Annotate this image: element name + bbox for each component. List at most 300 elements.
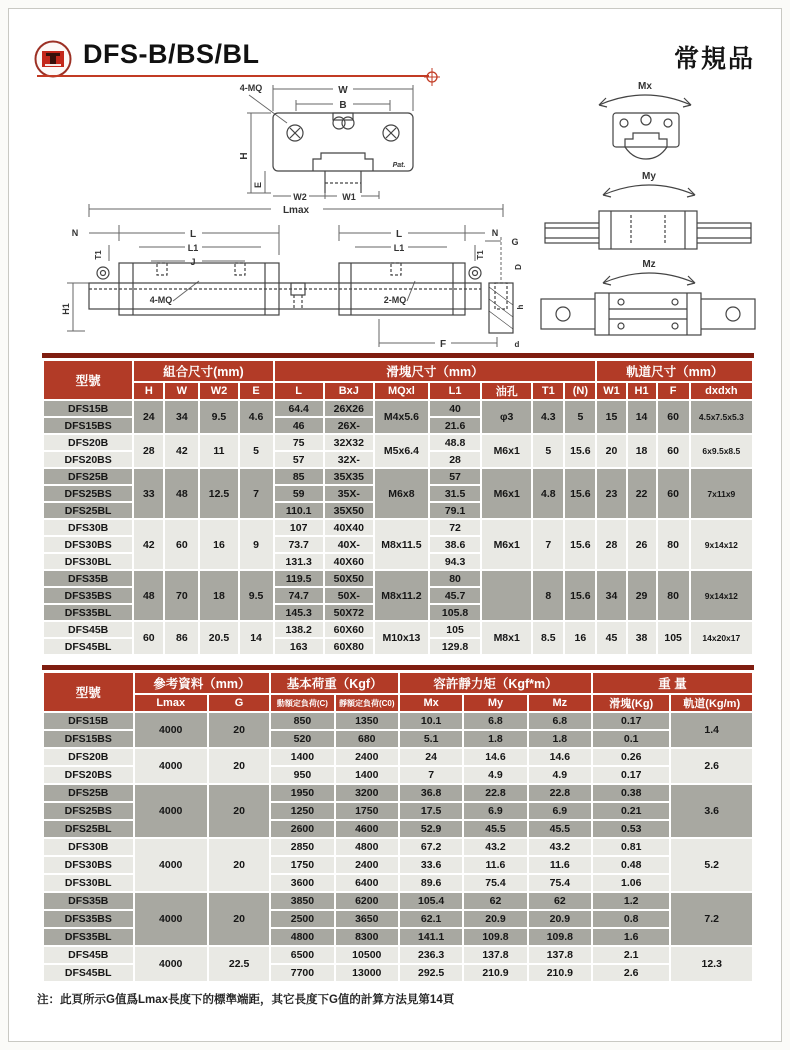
- table-cell: 26X-: [325, 418, 373, 433]
- table-cell: 45.5: [529, 821, 591, 837]
- table-cell: 210.9: [464, 965, 526, 981]
- table-cell: 2.6: [593, 965, 669, 981]
- model-cell: DFS45B: [44, 947, 133, 963]
- table-cell: 0.21: [593, 803, 669, 819]
- table-row: [44, 785, 752, 801]
- table-cell: 9: [240, 520, 273, 569]
- table-cell: 6500: [271, 947, 333, 963]
- table-row: [44, 469, 752, 484]
- table-cell: 0.81: [593, 839, 669, 855]
- dim-label-d-small: d: [514, 340, 520, 349]
- dim-label-2mq: 2-MQ: [383, 295, 407, 305]
- table-cell: 119.5: [275, 571, 323, 586]
- header-group-cell: 型號: [44, 673, 133, 711]
- table-cell: 1750: [336, 803, 398, 819]
- model-cell: DFS30BL: [44, 554, 132, 569]
- carriage-end-view-drawing: [221, 75, 425, 201]
- table-cell: 4000: [135, 839, 207, 891]
- table-cell: 9.5: [200, 401, 237, 433]
- table-cell: 0.53: [593, 821, 669, 837]
- table-cell: 4.9: [464, 767, 526, 783]
- table-cell: 28: [134, 435, 163, 467]
- table-cell: 60X60: [325, 622, 373, 637]
- table-cell: 10.1: [400, 713, 462, 729]
- table-cell: 29: [628, 571, 656, 620]
- table-cell: 60: [658, 469, 689, 518]
- table-cell: M4x5.6: [375, 401, 428, 433]
- table-cell: 45.7: [430, 588, 480, 603]
- table-row: [44, 435, 752, 450]
- table-cell: 20.9: [464, 911, 526, 927]
- table-cell: 20: [597, 435, 625, 467]
- table-cell: 89.6: [400, 875, 462, 891]
- table-cell: 129.8: [430, 639, 480, 654]
- table-cell: 50X72: [325, 605, 373, 620]
- table-cell: 210.9: [529, 965, 591, 981]
- model-cell: DFS20BS: [44, 452, 132, 467]
- table-cell: 5: [533, 435, 563, 467]
- table-cell: 80: [658, 571, 689, 620]
- table-cell: 1.2: [593, 893, 669, 909]
- table-cell: 38: [628, 622, 656, 654]
- table-cell: 75: [275, 435, 323, 450]
- table-cell: 26: [628, 520, 656, 569]
- table-cell: 94.3: [430, 554, 480, 569]
- table-cell: 60: [658, 401, 689, 433]
- table-cell: 48: [134, 571, 163, 620]
- table-cell: M6x1: [482, 520, 531, 569]
- table-cell: 26X26: [325, 401, 373, 416]
- table-cell: 7: [400, 767, 462, 783]
- table-cell: 5: [565, 401, 595, 433]
- table-cell: 4800: [336, 839, 398, 855]
- table-cell: 1400: [336, 767, 398, 783]
- dimension-lines: [247, 85, 413, 199]
- table-cell: 31.5: [430, 486, 480, 501]
- subheader-cell: F: [658, 383, 689, 399]
- dim-label-w1: W1: [342, 192, 356, 201]
- table-cell: 3200: [336, 785, 398, 801]
- pat-label: Pat.: [392, 162, 406, 169]
- table-cell: 9x14x12: [691, 571, 752, 620]
- table-cell: 36.8: [400, 785, 462, 801]
- table-cell: 38.6: [430, 537, 480, 552]
- dim-label-l-left: L: [189, 229, 197, 240]
- table-cell: 2400: [336, 857, 398, 873]
- table-cell: 4000: [135, 785, 207, 837]
- table-row: [44, 713, 752, 729]
- table-cell: 0.8: [593, 911, 669, 927]
- header-group-cell: 組合尺寸(mm): [134, 361, 272, 381]
- subheader-cell: 滑塊(Kg): [593, 695, 669, 711]
- dim-label-j: J: [190, 257, 196, 267]
- subheader-cell: H: [134, 383, 163, 399]
- header-group-cell: 型號: [44, 361, 132, 399]
- subheader-cell: Mx: [400, 695, 462, 711]
- footnote: 注：此頁所示G值爲Lmax長度下的標準端距，其它長度下G值的計算方法見第14頁: [37, 994, 455, 1006]
- table-cell: 62: [529, 893, 591, 909]
- table-cell: 20: [209, 893, 269, 945]
- table-cell: 236.3: [400, 947, 462, 963]
- table-cell: 109.8: [464, 929, 526, 945]
- table-cell: 3850: [271, 893, 333, 909]
- dim-label-l1-right: L1: [393, 243, 405, 253]
- table-cell: 137.8: [464, 947, 526, 963]
- table-cell: 680: [336, 731, 398, 747]
- model-cell: DFS45BL: [44, 639, 132, 654]
- table-cell: 6.9: [464, 803, 526, 819]
- dim-label-n-right: N: [491, 228, 499, 238]
- table-cell: 80: [658, 520, 689, 569]
- dim-label-w: W: [338, 85, 348, 96]
- table-cell: 4.5x7.5x5.3: [691, 401, 752, 433]
- table-cell: 15.6: [565, 469, 595, 518]
- table-cell: 20: [209, 713, 269, 747]
- table-cell: 60: [134, 622, 163, 654]
- dim-label-f: F: [439, 339, 447, 350]
- subheader-cell: T1: [533, 383, 563, 399]
- table-cell: 20: [209, 749, 269, 783]
- dim-label-4mq: 4-MQ: [149, 295, 173, 305]
- subheader-cell: L1: [430, 383, 480, 399]
- table-cell: 6.8: [464, 713, 526, 729]
- table-cell: 46: [275, 418, 323, 433]
- table-cell: 6400: [336, 875, 398, 891]
- table-cell: 1.06: [593, 875, 669, 891]
- rail-side-view-drawing: [39, 195, 531, 353]
- table-cell: 50X-: [325, 588, 373, 603]
- table-cell: 72: [430, 520, 480, 535]
- table-cell: 131.3: [275, 554, 323, 569]
- table-cell: 9.5: [240, 571, 273, 620]
- table-cell: 52.9: [400, 821, 462, 837]
- table-cell: 1750: [271, 857, 333, 873]
- header-group-cell: 重 量: [593, 673, 752, 693]
- table-cell: 12.5: [200, 469, 237, 518]
- table-cell: 141.1: [400, 929, 462, 945]
- table-cell: 18: [200, 571, 237, 620]
- table-cell: 2600: [271, 821, 333, 837]
- table-cell: 60: [165, 520, 198, 569]
- table-cell: 34: [597, 571, 625, 620]
- table-cell: 18: [628, 435, 656, 467]
- table-cell: φ3: [482, 401, 531, 433]
- table-cell: 32X-: [325, 452, 373, 467]
- table-cell: 20: [209, 839, 269, 891]
- table-cell: 0.1: [593, 731, 669, 747]
- table-cell: 33.6: [400, 857, 462, 873]
- subheader-cell: 靜額定負荷(C0): [336, 695, 398, 711]
- table-cell: 4000: [135, 893, 207, 945]
- table-cell: 1950: [271, 785, 333, 801]
- table-cell: 64.4: [275, 401, 323, 416]
- header-group-cell: 容許靜力矩（Kgf*m）: [400, 673, 591, 693]
- table-cell: 60X80: [325, 639, 373, 654]
- table-cell: 1400: [271, 749, 333, 765]
- table-cell: 34: [165, 401, 198, 433]
- table-cell: 2850: [271, 839, 333, 855]
- model-cell: DFS15BS: [44, 418, 132, 433]
- dim-label-h: H: [239, 152, 250, 160]
- table-cell: 4.8: [533, 469, 563, 518]
- table-cell: 138.2: [275, 622, 323, 637]
- table-cell: 28: [597, 520, 625, 569]
- table-cell: 292.5: [400, 965, 462, 981]
- subheader-cell: W: [165, 383, 198, 399]
- table-cell: 4000: [135, 947, 207, 981]
- model-cell: DFS35B: [44, 571, 132, 586]
- dim-label-e: E: [253, 181, 263, 189]
- table-cell: 14: [240, 622, 273, 654]
- table-cell: 62.1: [400, 911, 462, 927]
- model-cell: DFS35BL: [44, 929, 133, 945]
- table-row: [44, 749, 752, 765]
- dim-label-l1-left: L1: [187, 243, 199, 253]
- table-cell: 50X50: [325, 571, 373, 586]
- table-cell: 0.48: [593, 857, 669, 873]
- table-cell: 11: [200, 435, 237, 467]
- table-cell: 2.6: [671, 749, 752, 783]
- table-cell: 40X40: [325, 520, 373, 535]
- table-cell: 73.7: [275, 537, 323, 552]
- product-category-label: 常規品: [673, 45, 755, 73]
- table-cell: 105.8: [430, 605, 480, 620]
- table-row: [44, 401, 752, 416]
- model-cell: DFS30B: [44, 520, 132, 535]
- model-cell: DFS30BS: [44, 537, 132, 552]
- subheader-cell: H1: [628, 383, 656, 399]
- model-cell: DFS30BL: [44, 875, 133, 891]
- table-cell: 2.1: [593, 947, 669, 963]
- load-table: [42, 671, 754, 983]
- table-cell: 17.5: [400, 803, 462, 819]
- table-cell: 6.9: [529, 803, 591, 819]
- header-group-cell: 基本荷重（Kgf）: [271, 673, 398, 693]
- table-row: [44, 947, 752, 963]
- moment-label-mz: Mz: [642, 259, 656, 270]
- table-cell: M6x1: [482, 435, 531, 467]
- table-cell: 1.4: [671, 713, 752, 747]
- table-cell: 3650: [336, 911, 398, 927]
- table-cell: 1.8: [529, 731, 591, 747]
- table-cell: 8: [533, 571, 563, 620]
- subheader-cell: 油孔: [482, 383, 531, 399]
- model-cell: DFS45BL: [44, 965, 133, 981]
- table-cell: 3600: [271, 875, 333, 891]
- table-cell: 0.17: [593, 767, 669, 783]
- model-cell: DFS15B: [44, 401, 132, 416]
- catalog-page: [8, 8, 782, 1042]
- table-cell: 1.6: [593, 929, 669, 945]
- table-cell: 35X-: [325, 486, 373, 501]
- table-cell: 2500: [271, 911, 333, 927]
- model-cell: DFS35BS: [44, 588, 132, 603]
- table-cell: 15.6: [565, 571, 595, 620]
- table-cell: 7700: [271, 965, 333, 981]
- table-cell: 16: [200, 520, 237, 569]
- table-cell: 4.3: [533, 401, 563, 433]
- table-cell: 35X35: [325, 469, 373, 484]
- model-cell: DFS15BS: [44, 731, 133, 747]
- header-group-cell: 軌道尺寸（mm）: [597, 361, 752, 381]
- table-cell: 20.9: [529, 911, 591, 927]
- dim-label-n-left: N: [71, 228, 79, 238]
- table-cell: 48: [165, 469, 198, 518]
- subheader-cell: 動額定負荷(C): [271, 695, 333, 711]
- table-cell: 145.3: [275, 605, 323, 620]
- subheader-cell: My: [464, 695, 526, 711]
- table-cell: 14x20x17: [691, 622, 752, 654]
- table-cell: 40X60: [325, 554, 373, 569]
- table-cell: M8x1: [482, 622, 531, 654]
- table-top-bar: [42, 353, 754, 358]
- table-cell: 109.8: [529, 929, 591, 945]
- carriage-outline: [273, 113, 413, 193]
- table-cell: 80: [430, 571, 480, 586]
- table-cell: 86: [165, 622, 198, 654]
- table-cell: 110.1: [275, 503, 323, 518]
- table-cell: M5x6.4: [375, 435, 428, 467]
- subheader-cell: dxdxh: [691, 383, 752, 399]
- dim-label-l-right: L: [395, 229, 403, 240]
- table-row: [44, 520, 752, 535]
- model-cell: DFS15B: [44, 713, 133, 729]
- model-cell: DFS25BS: [44, 803, 133, 819]
- moment-diagrams: [527, 73, 783, 343]
- table-cell: 12.3: [671, 947, 752, 981]
- table-cell: 105: [430, 622, 480, 637]
- subheader-cell: 軌道(Kg/m): [671, 695, 752, 711]
- table-cell: 5.2: [671, 839, 752, 891]
- table-cell: 15: [597, 401, 625, 433]
- table-cell: 24: [134, 401, 163, 433]
- dim-label-lmax: Lmax: [282, 205, 310, 216]
- table-cell: 16: [565, 622, 595, 654]
- table-cell: 20: [209, 785, 269, 837]
- dim-label-d-big: D: [514, 264, 523, 270]
- table-cell: 67.2: [400, 839, 462, 855]
- load-table-wrap: [42, 665, 754, 983]
- model-cell: DFS25B: [44, 785, 133, 801]
- table-cell: 28: [430, 452, 480, 467]
- table-cell: 9x14x12: [691, 520, 752, 569]
- subheader-cell: W1: [597, 383, 625, 399]
- table-cell: 32X32: [325, 435, 373, 450]
- table-cell: [482, 571, 531, 620]
- table-cell: 57: [275, 452, 323, 467]
- table-cell: 43.2: [529, 839, 591, 855]
- table-cell: 7.2: [671, 893, 752, 945]
- table-cell: 1350: [336, 713, 398, 729]
- table-cell: 3.6: [671, 785, 752, 837]
- subheader-cell: G: [209, 695, 269, 711]
- table-cell: 13000: [336, 965, 398, 981]
- subheader-cell: Mz: [529, 695, 591, 711]
- table-cell: 4800: [271, 929, 333, 945]
- dim-label-g: G: [511, 237, 519, 247]
- table-cell: 1250: [271, 803, 333, 819]
- table-cell: 62: [464, 893, 526, 909]
- table-cell: 11.6: [529, 857, 591, 873]
- dimension-lines: [67, 204, 503, 347]
- table-cell: 14.6: [464, 749, 526, 765]
- dim-label-4mq: 4-MQ: [239, 83, 263, 93]
- table-cell: 10500: [336, 947, 398, 963]
- model-cell: DFS35BS: [44, 911, 133, 927]
- table-top-bar: [42, 665, 754, 670]
- table-cell: 6200: [336, 893, 398, 909]
- model-cell: DFS25BS: [44, 486, 132, 501]
- table-cell: 4000: [135, 713, 207, 747]
- table-cell: 45: [597, 622, 625, 654]
- model-cell: DFS25BL: [44, 821, 133, 837]
- table-cell: 6x9.5x8.5: [691, 435, 752, 467]
- table-cell: 163: [275, 639, 323, 654]
- table-cell: 85: [275, 469, 323, 484]
- table-cell: 15.6: [565, 520, 595, 569]
- dimensions-table-wrap: [42, 353, 754, 656]
- dim-label-h-small: h: [516, 304, 525, 310]
- table-cell: 8300: [336, 929, 398, 945]
- table-cell: 14.6: [529, 749, 591, 765]
- dim-label-h1: H1: [61, 303, 71, 315]
- table-cell: 4600: [336, 821, 398, 837]
- header-group-cell: 參考資料（mm）: [135, 673, 270, 693]
- table-cell: 105.4: [400, 893, 462, 909]
- table-cell: 22.8: [464, 785, 526, 801]
- table-cell: M8x11.5: [375, 520, 428, 569]
- table-cell: 48.8: [430, 435, 480, 450]
- table-cell: 23: [597, 469, 625, 518]
- model-cell: DFS25BL: [44, 503, 132, 518]
- model-cell: DFS20B: [44, 435, 132, 450]
- table-cell: 950: [271, 767, 333, 783]
- model-cell: DFS30BS: [44, 857, 133, 873]
- table-row: [44, 622, 752, 637]
- table-cell: 7: [240, 469, 273, 518]
- table-cell: 21.6: [430, 418, 480, 433]
- dim-label-t1-right: T1: [476, 250, 485, 260]
- table-row: [44, 893, 752, 909]
- table-cell: 7x11x9: [691, 469, 752, 518]
- table-cell: M6x1: [482, 469, 531, 518]
- table-cell: M6x8: [375, 469, 428, 518]
- table-cell: 40: [430, 401, 480, 416]
- model-cell: DFS20BS: [44, 767, 133, 783]
- table-cell: 75.4: [529, 875, 591, 891]
- table-cell: 70: [165, 571, 198, 620]
- table-cell: 4.6: [240, 401, 273, 433]
- table-cell: 137.8: [529, 947, 591, 963]
- table-cell: 2400: [336, 749, 398, 765]
- dim-label-t1-left: T1: [94, 250, 103, 260]
- model-cell: DFS30B: [44, 839, 133, 855]
- model-cell: DFS35BL: [44, 605, 132, 620]
- dim-label-b: B: [339, 100, 347, 111]
- dim-label-w2: W2: [293, 192, 307, 201]
- table-cell: 7: [533, 520, 563, 569]
- table-cell: 4.9: [529, 767, 591, 783]
- subheader-cell: E: [240, 383, 273, 399]
- moment-label-mx: Mx: [638, 81, 652, 92]
- table-cell: 0.17: [593, 713, 669, 729]
- table-cell: 15.6: [565, 435, 595, 467]
- moment-label-my: My: [642, 171, 656, 182]
- subheader-cell: W2: [200, 383, 237, 399]
- model-cell: DFS20B: [44, 749, 133, 765]
- table-row: [44, 571, 752, 586]
- header-group-cell: 滑塊尺寸（mm）: [275, 361, 596, 381]
